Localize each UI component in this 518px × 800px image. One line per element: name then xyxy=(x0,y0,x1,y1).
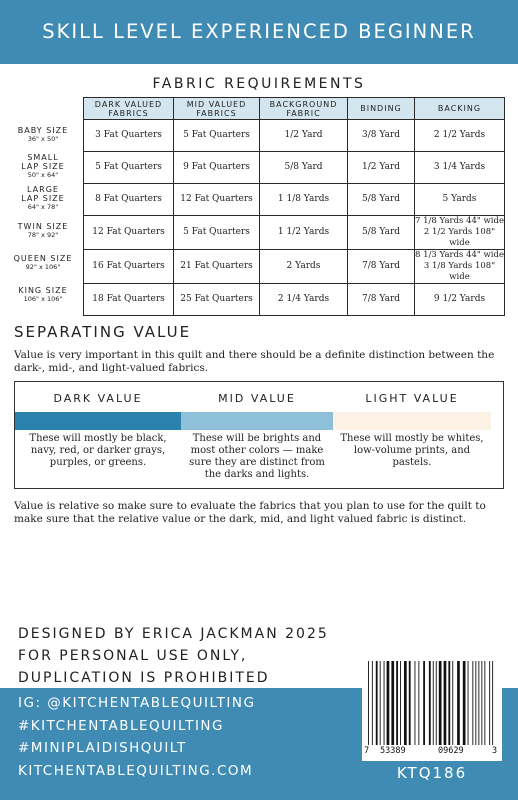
table-cell: 7 1/8 Yards 44" wide 2 1/2 Yards 108" wide xyxy=(415,216,504,248)
dark-value-label: DARK VALUE xyxy=(53,392,143,405)
table-cell: 5 Yards xyxy=(415,184,505,216)
light-value-column xyxy=(333,382,491,488)
table-cell: 16 Fat Quarters xyxy=(84,250,174,284)
personal-use-notice: FOR PERSONAL USE ONLY, xyxy=(18,648,248,664)
size-label-large-lap: LARGE LAP SIZE 64" x 78" xyxy=(21,185,65,211)
barcode-bars xyxy=(366,661,498,745)
designer-credit: DESIGNED BY ERICA JACKMAN 2025 xyxy=(18,626,329,642)
table-cell: 5/8 Yard xyxy=(348,216,415,250)
table-cell: 9 1/2 Yards xyxy=(415,284,505,316)
table-cell: 5/8 Yard xyxy=(260,152,348,184)
product-sku: KTQ186 xyxy=(396,764,468,782)
table-cell: 25 Fat Quarters xyxy=(174,284,260,316)
table-cell: 3 Fat Quarters xyxy=(84,120,174,152)
size-label-king: KING SIZE 106" x 106" xyxy=(18,286,68,303)
table-cell: 7/8 Yard xyxy=(348,250,415,284)
table-cell: 1/2 Yard xyxy=(348,152,415,184)
light-value-description: These will mostly be whites, low-volume prints, and pastels. xyxy=(340,433,484,468)
col-header-dark: DARK VALUED FABRICS xyxy=(84,98,174,120)
size-label-queen: QUEEN SIZE 92" x 106" xyxy=(13,254,73,271)
table-cell: 5 Fat Quarters xyxy=(174,120,260,152)
table-cell: 2 1/4 Yards xyxy=(260,284,348,316)
table-cell: 5 Fat Quarters xyxy=(174,216,260,250)
table-row xyxy=(84,184,505,216)
skill-level-title: SKILL LEVEL EXPERIENCED BEGINNER xyxy=(42,20,476,43)
instagram-handle: IG: @KITCHENTABLEQUILTING xyxy=(18,695,256,711)
dark-value-swatch xyxy=(15,412,181,430)
mid-value-label: MID VALUE xyxy=(218,392,296,405)
table-cell: 8 Fat Quarters xyxy=(84,184,174,216)
dark-value-column xyxy=(15,382,181,488)
col-header-binding: BINDING xyxy=(348,98,415,120)
table-cell: 8 1/3 Yards 44" wide 3 1/8 Yards 108" wide xyxy=(415,250,504,282)
size-label-baby: BABY SIZE 36" x 50" xyxy=(17,126,69,143)
dark-value-description: These will mostly be black, navy, red, or darker grays, purples, or greens. xyxy=(29,433,167,468)
light-value-label: LIGHT VALUE xyxy=(365,392,459,405)
table-row xyxy=(84,120,505,152)
relative-value-note: Value is relative so make sure to evaluate the fabrics that you plan to use for the quilt to make sure that the relative value or the dark, mid, and light valued fabric is distinct. xyxy=(14,500,486,525)
table-cell: 3 1/4 Yards xyxy=(415,152,505,184)
mid-value-description: These will be brights and most other colors — make sure they are distinct from the darks and lights. xyxy=(189,433,325,480)
table-cell: 2 Yards xyxy=(260,250,348,284)
separating-value-title: SEPARATING VALUE xyxy=(14,323,192,341)
table-cell: 1 1/8 Yards xyxy=(260,184,348,216)
table-row xyxy=(84,284,505,316)
light-value-swatch xyxy=(333,412,491,430)
table-cell: 3/8 Yard xyxy=(348,120,415,152)
table-cell: 5 Fat Quarters xyxy=(84,152,174,184)
col-header-background: BACKGROUND FABRIC xyxy=(260,98,348,120)
table-row xyxy=(84,152,505,184)
col-header-backing: BACKING xyxy=(415,98,505,120)
value-chart-box xyxy=(14,381,504,489)
table-cell: 1 1/2 Yards xyxy=(260,216,348,250)
barcode: 7 53389 09629 3 xyxy=(362,657,502,761)
social-links xyxy=(18,692,255,782)
table-row xyxy=(84,250,505,284)
fabric-requirements-table xyxy=(83,97,505,316)
table-cell: 12 Fat Quarters xyxy=(174,184,260,216)
table-cell: 5/8 Yard xyxy=(348,184,415,216)
size-label-small-lap: SMALL LAP SIZE 50" x 64" xyxy=(21,153,65,179)
fabric-requirements-title: FABRIC REQUIREMENTS xyxy=(152,76,366,92)
duplication-notice: DUPLICATION IS PROHIBITED xyxy=(18,670,270,686)
mid-value-column xyxy=(181,382,333,488)
hashtag-kitchentablequilting: #KITCHENTABLEQUILTING xyxy=(18,717,224,734)
table-cell: 18 Fat Quarters xyxy=(84,284,174,316)
table-cell: 7/8 Yard xyxy=(348,284,415,316)
size-label-twin: TWIN SIZE 78" x 92" xyxy=(17,222,69,239)
hashtag-miniplaidishquilt: #MINIPLAIDISHQUILT xyxy=(18,740,187,756)
table-row xyxy=(84,216,505,250)
col-header-mid: MID VALUED FABRICS xyxy=(174,98,260,120)
website-url: KITCHENTABLEQUILTING.COM xyxy=(18,762,254,779)
table-cell: 1/2 Yard xyxy=(260,120,348,152)
separating-value-intro: Value is very important in this quilt and there should be a definite distinction between the dark-, mid-, and light-valued fabrics. xyxy=(14,349,495,374)
credits-block xyxy=(18,623,329,689)
table-cell: 21 Fat Quarters xyxy=(174,250,260,284)
table-cell: 2 1/2 Yards xyxy=(415,120,505,152)
mid-value-swatch xyxy=(181,412,333,430)
table-cell: 12 Fat Quarters xyxy=(84,216,174,250)
table-header-row xyxy=(84,98,505,120)
table-cell: 9 Fat Quarters xyxy=(174,152,260,184)
